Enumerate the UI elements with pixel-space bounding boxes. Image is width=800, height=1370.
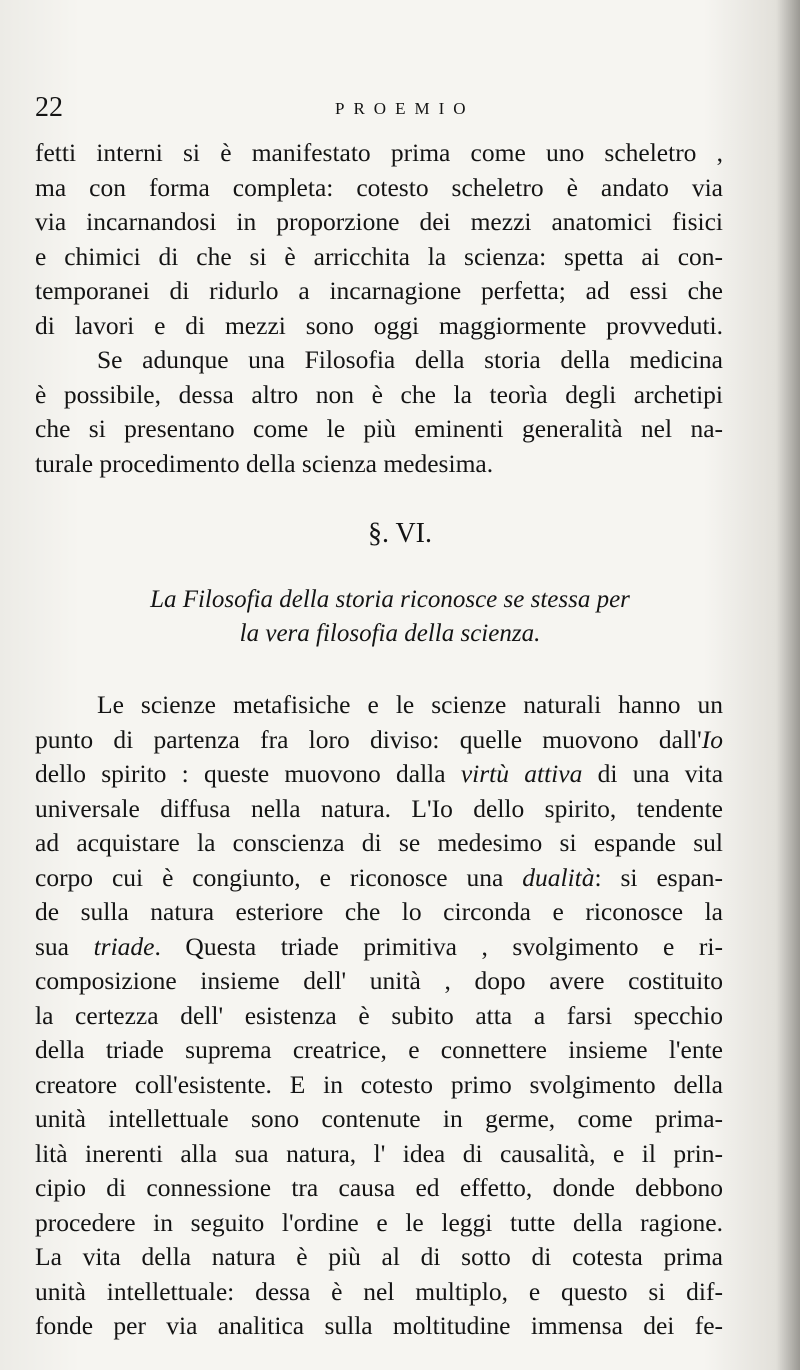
text-line: turale procedimento della scienza medesima. xyxy=(35,448,494,478)
section-title xyxy=(80,583,700,651)
text-line: che si presentano come le più eminenti generalità nel na- xyxy=(35,414,723,443)
text-line: è possibile, dessa altro non è che la teorìa degli archetipi xyxy=(35,379,723,409)
text-line: e chimici di che si è arricchita la scienza: spetta ai con- xyxy=(35,241,723,271)
text-line: ma con forma completa: cotesto scheletro è andato via xyxy=(35,172,723,202)
text-line xyxy=(35,757,723,792)
running-title: PROEMIO xyxy=(335,99,475,118)
text-line: fetti interni si è manifestato prima come uno scheletro , xyxy=(35,138,723,167)
page-number: 22 xyxy=(35,92,63,123)
paragraph-1 xyxy=(35,136,723,343)
text-line: temporanei di ridurlo a incarnagione perfetta; ad essi che xyxy=(35,276,723,305)
page-header xyxy=(35,92,735,124)
text-line: ad acquistare la conscienza di se medesimo si espande sul xyxy=(35,828,723,857)
text-run: punto di partenza fra loro diviso: quelle muovono dall' xyxy=(35,724,702,754)
text-line: universale diffusa nella natura. L'Io dello spirito, tendente xyxy=(35,793,723,823)
italic-term: Io xyxy=(701,724,723,754)
section-number: §. VI. xyxy=(367,518,433,549)
text-line: via incarnandosi in proporzione dei mezzi anatomici fisici xyxy=(35,207,723,236)
text-line: della triade suprema creatrice, e connettere insieme l'ente xyxy=(35,1035,723,1064)
text-run: sua xyxy=(35,931,94,961)
text-line: lità inerenti alla sua natura, l' idea di causalità, e il prin- xyxy=(35,1138,723,1168)
paragraph-3 xyxy=(35,688,723,1344)
text-line: Le scienze metafisiche e le scienze naturali hanno un xyxy=(97,690,723,719)
text-line: fonde per via analitica sulla moltitudine immensa dei fe- xyxy=(35,1311,723,1340)
text-line: composizione insieme dell' unità , dopo avere costituito xyxy=(35,966,723,995)
section-title-line: La Filosofia della storia riconosce se stessa per xyxy=(150,586,630,613)
text-line: unità intellettuale sono contenute in germe, come prima- xyxy=(35,1104,723,1133)
text-run: corpo cui è congiunto, e riconosce una xyxy=(35,862,523,892)
text-line: unità intellettuale: dessa è nel multiplo, e questo si dif- xyxy=(35,1276,723,1306)
italic-term: virtù attiva xyxy=(460,759,583,788)
text-line: de sulla natura esteriore che lo circonda e riconosce la xyxy=(35,897,723,926)
text-run: : si espan- xyxy=(594,862,723,892)
text-line: creatore coll'esistente. E in cotesto primo svolgimento della xyxy=(35,1069,723,1099)
text-line: di lavori e di mezzi sono oggi maggiormente provveduti. xyxy=(35,310,723,340)
text-line: la certezza dell' esistenza è subito atta a farsi specchio xyxy=(35,1000,723,1030)
text-line xyxy=(35,930,723,965)
paragraph-2 xyxy=(35,343,723,481)
text-line xyxy=(35,861,723,896)
text-line: Se adunque una Filosofia della storia della medicina xyxy=(97,345,723,374)
italic-term: dualità xyxy=(522,862,595,892)
italic-term: triade xyxy=(93,931,155,961)
text-run: dello spirito : queste muovono dalla xyxy=(35,759,461,788)
text-line xyxy=(35,723,723,758)
section-title-line: la vera filosofia della scienza. xyxy=(239,620,541,647)
text-run: di una vita xyxy=(582,759,724,788)
text-line: cipio di connessione tra causa ed effetto, donde debbono xyxy=(35,1173,723,1202)
text-line: La vita della natura è più al di sotto di cotesta prima xyxy=(35,1242,723,1271)
text-run: . Questa triade primitiva , svolgimento e ri- xyxy=(154,931,723,961)
text-line: procedere in seguito l'ordine e le leggi tutte della ragione. xyxy=(35,1207,723,1237)
